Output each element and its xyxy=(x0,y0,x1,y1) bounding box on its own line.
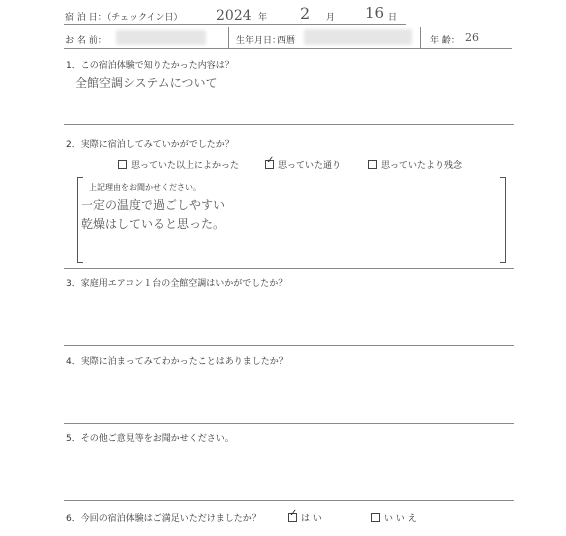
birthdate-redacted xyxy=(304,29,412,45)
era-label: 西暦 xyxy=(277,36,296,46)
q2-option-3 xyxy=(368,158,462,171)
birth-label: 生年月日： xyxy=(236,36,282,46)
stay-date-label: 宿 泊 日：（チェックイン日） xyxy=(65,13,183,23)
month-value: 2 xyxy=(300,4,311,23)
q2-option-1 xyxy=(118,158,239,171)
q6-option-yes xyxy=(288,511,322,524)
q3-label: 3．家庭用エアコン１台の全館空調はいかがでしたか？ xyxy=(66,279,288,289)
q1-label: 1．この宿泊体験で知りたかった内容は？ xyxy=(66,61,234,71)
q2-option-2-checkbox[interactable] xyxy=(265,160,274,169)
day-label: 日 xyxy=(388,13,398,23)
q2-option-3-label: 思っていたより残念 xyxy=(381,161,463,171)
name-label: お 名 前： xyxy=(65,36,107,46)
q5-divider xyxy=(64,500,514,501)
q1-divider xyxy=(64,124,514,125)
q1-answer: 全館空調システムについて xyxy=(75,76,218,90)
day-value: 16 xyxy=(365,4,385,22)
year-value: 2024 xyxy=(216,8,252,24)
reason-prompt: 上記理由をお聞かせください。 xyxy=(89,183,201,192)
q2-label: 2．実際に宿泊してみていかがでしたか？ xyxy=(66,140,234,150)
q2-option-1-checkbox[interactable] xyxy=(118,160,127,169)
reason-bracket-right xyxy=(500,177,506,263)
age-label: 年 齢： xyxy=(430,36,460,46)
q3-divider xyxy=(64,345,514,346)
q2-divider xyxy=(64,268,514,269)
q6-label: 6．今回の宿泊体験はご満足いただけましたか？ xyxy=(66,514,261,524)
q6-option-no-label: い い え xyxy=(384,514,417,524)
year-label: 年 xyxy=(258,13,268,23)
q2-option-3-checkbox[interactable] xyxy=(368,160,377,169)
q2-option-2-label: 思っていた通り xyxy=(278,161,342,171)
header-divider-1 xyxy=(228,27,229,48)
reason-line-2: 乾燥はしていると思った。 xyxy=(81,217,226,231)
q6-option-no-checkbox[interactable] xyxy=(371,513,380,522)
age-value: 26 xyxy=(465,31,479,44)
header-divider-2 xyxy=(420,27,421,48)
q6-option-no xyxy=(371,511,417,524)
q5-label: 5．その他ご意見等をお聞かせください。 xyxy=(66,434,234,444)
q6-option-yes-label: は い xyxy=(301,514,322,524)
q4-divider xyxy=(64,423,514,424)
reason-line-1: 一定の温度で過ごしやすい xyxy=(81,198,226,212)
header-underline-1 xyxy=(64,24,406,25)
q2-option-2 xyxy=(265,158,341,171)
q2-option-1-label: 思っていた以上によかった xyxy=(131,161,240,171)
month-label: 月 xyxy=(326,13,336,23)
q6-option-yes-checkbox[interactable] xyxy=(288,513,297,522)
name-redacted xyxy=(116,30,206,45)
header-underline-2 xyxy=(64,48,512,49)
q4-label: 4．実際に泊まってみてわかったことはありましたか？ xyxy=(66,357,288,367)
